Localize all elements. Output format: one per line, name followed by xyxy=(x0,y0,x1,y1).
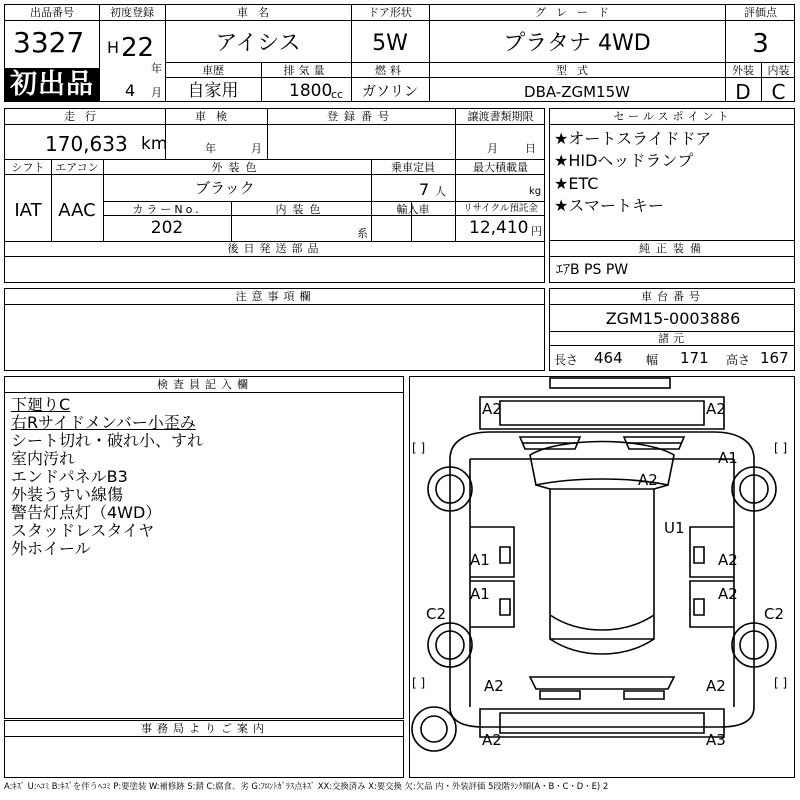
recycle-unit: 円 xyxy=(531,225,542,238)
grade-label: グレード xyxy=(535,6,619,19)
first-listing-badge: 初出品 xyxy=(5,68,99,102)
capacity-unit: 人 xyxy=(435,185,446,198)
vehicle-info-table xyxy=(4,108,545,257)
inspector-item: 外ホイール xyxy=(11,539,91,558)
chassis-box xyxy=(549,288,795,371)
reg-month: 4 xyxy=(125,81,136,100)
history-value: 自家用 xyxy=(187,81,239,101)
first-reg-label: 初度登録 xyxy=(110,6,154,19)
damage-mark: C2 xyxy=(764,605,785,623)
legend-text: A:ｷｽﾞ U:ﾍｺﾐ B:ｷｽﾞを伴うﾍｺﾐ P:要塗装 W:補修跡 S:錆 C:腐食、劣 G:ﾌﾛﾝﾄｶﾞﾗｽ点ｷｽﾞ XX:交換済み X:要交換 欠:欠品 内・外装評価 5段階ﾗﾝｸ順(A・B・C・D・E) 2 xyxy=(4,781,609,791)
displacement-unit: cc xyxy=(331,88,344,101)
grade-value: プラタナ 4WD xyxy=(503,31,651,56)
later-parts-box xyxy=(4,256,545,283)
interior-label: 内装 xyxy=(767,64,790,77)
color-no-label: カラーNo. xyxy=(132,203,202,216)
equipment-value: ｴｱB PS PW xyxy=(556,262,629,278)
bracket-mark: [ ] xyxy=(774,676,788,690)
damage-mark: A2 xyxy=(482,731,502,749)
year-unit: 年 xyxy=(151,62,162,75)
exterior-label: 外装 xyxy=(732,64,754,77)
damage-mark: A3 xyxy=(706,731,726,749)
interior-grade: C xyxy=(771,80,786,104)
type-label: 型式 xyxy=(556,64,598,77)
shift-label: シフト xyxy=(11,161,45,174)
max-load-unit: kg xyxy=(529,186,542,197)
inspector-item: エンドパネルB3 xyxy=(11,467,128,486)
damage-mark: A2 xyxy=(718,585,738,603)
inspector-item: スタッドレスタイヤ xyxy=(11,521,155,540)
notes-box xyxy=(4,288,545,371)
capacity-value: 7 xyxy=(419,180,430,199)
sales-points-label: セールスポイント xyxy=(613,110,733,123)
lot-number: 3327 xyxy=(13,26,85,59)
car-outline-diagram xyxy=(410,377,794,777)
inspector-item: 下廻りC xyxy=(11,395,71,414)
fuel-label: 燃料 xyxy=(375,64,405,77)
color-label: 外装色 xyxy=(211,161,263,174)
notes-label: 注意事項欄 xyxy=(235,290,316,303)
damage-mark: A2 xyxy=(706,677,726,695)
length-label: 長さ xyxy=(554,353,579,367)
displacement-label: 排気量 xyxy=(283,64,329,77)
bracket-mark: [ ] xyxy=(412,441,426,455)
office-box xyxy=(4,720,404,778)
inspection-label: 車検 xyxy=(195,110,237,123)
displacement-value: 1800 xyxy=(289,81,333,101)
int-color-label: 内装色 xyxy=(275,203,327,216)
model-name: アイシス xyxy=(215,31,301,56)
dims-label: 諸元 xyxy=(658,332,688,345)
reg-year: 22 xyxy=(121,33,155,63)
inspector-item: 右Rサイドメンバー小歪み xyxy=(11,413,196,432)
height-label: 高さ xyxy=(726,353,751,367)
month-unit: 月 xyxy=(151,86,162,99)
ac-label: エアコン xyxy=(55,161,99,174)
inspector-item: 外装うすい線傷 xyxy=(11,485,124,504)
damage-mark: A1 xyxy=(470,585,490,603)
damage-mark: A2 xyxy=(706,400,726,418)
bracket-mark: [ ] xyxy=(774,441,788,455)
mileage-value: 170,633 xyxy=(45,132,128,156)
sales-point-item: ★スマートキー xyxy=(554,196,665,215)
later-parts-label: 後日発送部品 xyxy=(227,242,324,255)
inspector-label: 検査員記入欄 xyxy=(157,378,253,391)
inspection-year-unit: 年 xyxy=(205,142,216,155)
sales-point-item: ★オートスライドドア xyxy=(554,129,712,148)
recycle-value: 12,410 xyxy=(469,218,529,238)
sales-point-item: ★HIDヘッドランプ xyxy=(554,151,694,170)
chassis-label: 車台番号 xyxy=(641,290,705,303)
equipment-label: 純正装備 xyxy=(639,242,707,255)
color-no-value: 202 xyxy=(150,218,184,238)
damage-mark: A1 xyxy=(470,551,490,569)
inspector-item: 警告灯点灯（4WD） xyxy=(11,503,162,522)
fuel-value: ガソリン xyxy=(362,84,418,100)
reg-no-label: 登録番号 xyxy=(327,110,395,123)
sales-points-box xyxy=(549,108,795,241)
mileage-unit: km xyxy=(141,134,168,154)
capacity-label: 乗車定員 xyxy=(391,161,435,174)
inspector-item: 室内汚れ xyxy=(11,449,76,468)
import-label: 輸入車 xyxy=(396,203,430,216)
damage-mark: A2 xyxy=(484,677,504,695)
chassis-value: ZGM15-0003886 xyxy=(605,309,741,328)
door-label: ドア形状 xyxy=(368,6,412,19)
inspection-month-unit: 月 xyxy=(251,142,262,155)
office-label: 事務局よりご案内 xyxy=(141,722,269,735)
inspector-box xyxy=(4,376,404,719)
width-label: 幅 xyxy=(646,353,659,367)
damage-mark: U1 xyxy=(664,519,685,537)
mileage-label: 走行 xyxy=(64,110,106,123)
damage-mark: A2 xyxy=(718,551,738,569)
exterior-grade: D xyxy=(735,80,751,104)
damage-mark: C2 xyxy=(426,605,447,623)
era-letter: H xyxy=(107,38,120,57)
damage-mark: A1 xyxy=(718,449,738,467)
header-section xyxy=(4,4,795,102)
score-label: 評価点 xyxy=(744,6,777,19)
width-value: 171 xyxy=(680,349,709,367)
bracket-mark: [ ] xyxy=(412,676,426,690)
shift-value: IAT xyxy=(14,200,42,221)
history-label: 車歴 xyxy=(202,64,224,77)
transfer-month-unit: 月 xyxy=(487,142,498,155)
sales-point-item: ★ETC xyxy=(554,174,599,193)
door-value: 5W xyxy=(372,31,408,56)
transfer-label: 譲渡書類期限 xyxy=(467,110,534,123)
recycle-label: リサイクル預託金 xyxy=(463,203,538,214)
equipment-box xyxy=(549,240,795,283)
score-value: 3 xyxy=(752,29,769,59)
int-color-unit: 系 xyxy=(357,227,368,240)
type-value: DBA-ZGM15W xyxy=(524,83,630,101)
length-value: 464 xyxy=(594,349,623,367)
model-name-label: 車名 xyxy=(237,6,279,19)
damage-mark: A2 xyxy=(482,400,502,418)
color-value: ブラック xyxy=(195,179,255,197)
inspector-item: シート切れ・破れ小、すれ xyxy=(11,431,204,450)
lot-number-label: 出品番号 xyxy=(30,6,74,19)
damage-diagram xyxy=(409,376,795,778)
damage-mark: A2 xyxy=(638,471,658,489)
max-load-label: 最大積載量 xyxy=(473,161,528,174)
height-value: 167 xyxy=(760,349,789,367)
ac-value: AAC xyxy=(58,200,96,221)
transfer-day-unit: 日 xyxy=(525,142,536,155)
